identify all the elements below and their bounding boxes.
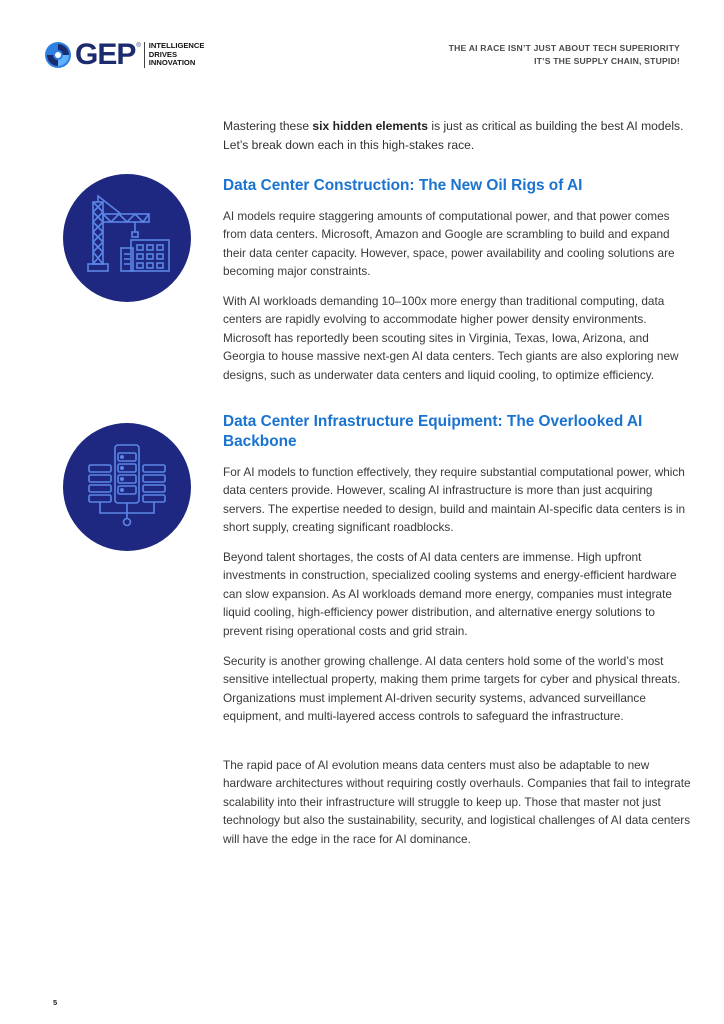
intro-text: Mastering these	[223, 119, 313, 133]
logo-tagline-line: INTELLIGENCE	[148, 41, 205, 51]
section-paragraph: Beyond talent shortages, the costs of AI data centers are immense. High upfront investments in construction, specialized cooling systems and energy-efficient hardware can slow expansion. As AI workloads demand more energy, companies must integrate liquid cooling, high-efficiency power distribution, and alternative energy solutions to prevent rising operational costs and grid strain.	[223, 550, 677, 638]
logo-registered-mark: ®	[136, 43, 141, 49]
section-title: Data Center Construction: The New Oil Rigs of AI	[223, 177, 583, 194]
section-title	[223, 412, 693, 451]
intro-paragraph	[223, 117, 693, 154]
section-paragraph: AI models require staggering amounts of computational power, and that power comes from data centers. Microsoft, Amazon and Google are scrambling to build and expand their data center capacity. However, space, power availability and cooling solutions are becoming major constraints.	[223, 209, 675, 279]
server-rack-network-icon	[63, 423, 191, 551]
logo-tagline-line: DRIVES	[148, 49, 178, 59]
running-header-line: THE AI RACE ISN’T JUST ABOUT TECH SUPERIORITY	[448, 43, 680, 53]
gep-logo	[44, 38, 205, 71]
section-paragraph: Security is another growing challenge. AI data centers hold some of the world’s most sensitive intellectual property, making them prime targets for cyber and physical threats. Organizations must implement AI-driven security systems, advanced surveillance equipment, and multi-layered access controls to safeguard the infrastructure.	[223, 654, 681, 724]
section-title-line: Backbone	[223, 432, 297, 450]
intro-emphasis: six hidden elements	[312, 119, 429, 133]
gep-swirl-icon	[44, 41, 72, 69]
logo-tagline-line: INNOVATION	[148, 58, 196, 68]
section-paragraph: With AI workloads demanding 10–100x more energy than traditional computing, data centers are rapidly evolving to accommodate higher power density environments. Microsoft has reportedly been scouting sites in Virginia, Texas, Iowa, Arizona, and Georgia to house massive next-gen AI data centers. Tech giants are also exploring new designs, such as underwater data centers and liquid cooling, to optimize efficiency.	[223, 294, 679, 382]
intro-text: is just as critical as building the best AI models. Let’s break down each in this high-stakes race.	[223, 119, 684, 152]
construction-icon-badge	[63, 174, 191, 302]
section-paragraph: The rapid pace of AI evolution means data centers must also be adaptable to new hardware architectures without requiring costly overhauls. Companies that fail to integrate scalability into their infrastructure will struggle to keep up. Those that master not just technology but also the sustainability, security, and logistical challenges of AI data centers will have the edge in the race for AI dominance.	[223, 758, 691, 846]
section-title-line: Data Center Infrastructure Equipment: The Overlooked AI	[223, 413, 643, 430]
logo-tagline	[144, 42, 205, 68]
logo-wordmark: GEP	[75, 38, 136, 71]
construction-crane-building-icon	[63, 174, 191, 302]
server-icon-badge	[63, 423, 191, 551]
running-header	[449, 42, 680, 67]
page-number: 5	[53, 998, 58, 1007]
running-header-line: IT’S THE SUPPLY CHAIN, STUPID!	[534, 55, 680, 66]
section-paragraph: For AI models to function effectively, they require substantial computational power, which data centers provide. However, scaling AI infrastructure is more than just acquiring servers. The expertise needed to design, build and maintain AI-specific data centers is in short supply, creating significant roadblocks.	[223, 465, 686, 535]
